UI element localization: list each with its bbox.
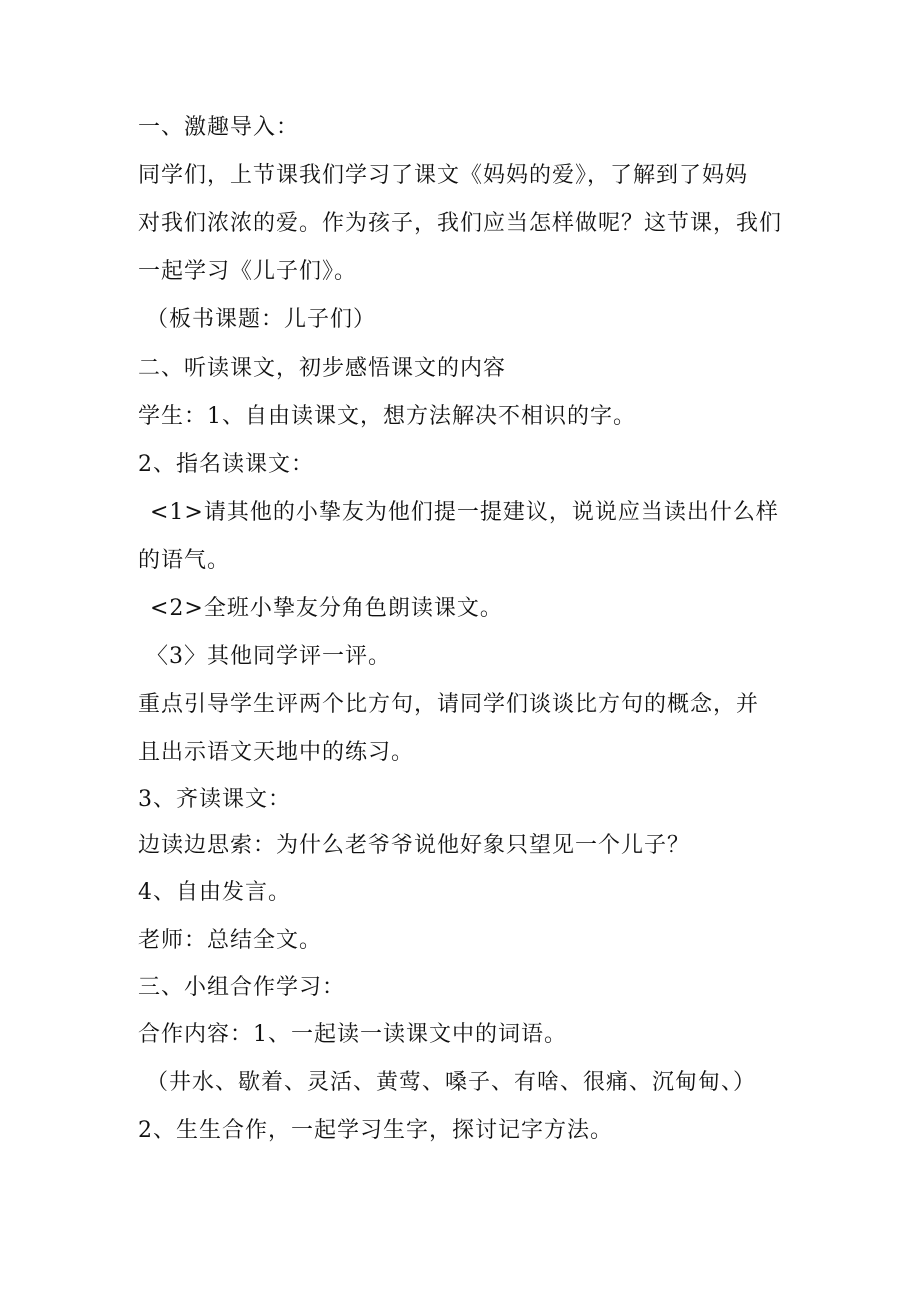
paragraph-line: 学生：1、自由读课文，想方法解决不相识的字。 [138,404,636,429]
paragraph-line: 2、生生合作，一起学习生字，探讨记字方法。 [138,1118,613,1143]
paragraph-line: 重点引导学生评两个比方句，请同学们谈谈比方句的概念，并 [138,692,760,717]
vocabulary-list: （井水、歇着、灵活、黄莺、嗓子、有啥、很痛、沉甸甸、） [146,1070,757,1095]
paragraph-line: 2、指名读课文： [138,452,314,477]
paragraph-line: 对我们浓浓的爱。作为孩子，我们应当怎样做呢？这节课，我们 [138,211,783,236]
paragraph-line: <2>全班小挚友分角色朗读课文。 [150,596,503,621]
section-heading-3: 三、小组合作学习： [138,975,346,1000]
paragraph-line: 老师：总结全文。 [138,928,323,953]
paragraph-line: 的语气。 [138,548,231,573]
section-heading-2: 二、听读课文，初步感悟课文的内容 [138,356,507,381]
paragraph-line: 4、自由发言。 [138,880,291,905]
section-heading-1: 一、激趣导入： [138,115,300,140]
paragraph-line: 同学们，上节课我们学习了课文《妈妈的爱》，了解到了妈妈 [138,163,749,188]
paragraph-line: 一起学习《儿子们》。 [138,259,358,284]
paragraph-line: <1>请其他的小挚友为他们提一提建议，说说应当读出什么样 [150,500,779,525]
paragraph-line: 3、齐读课文： [138,787,291,812]
blackboard-note: （板书课题：儿子们） [146,307,377,332]
paragraph-line: 〈3〉其他同学评一评。 [146,644,391,669]
paragraph-line: 边读边思索：为什么老爷爷说他好象只望见一个儿子？ [138,833,691,858]
paragraph-line: 合作内容：1、一起读一读课文中的词语。 [138,1022,567,1047]
paragraph-line: 且出示语文天地中的练习。 [138,740,415,765]
